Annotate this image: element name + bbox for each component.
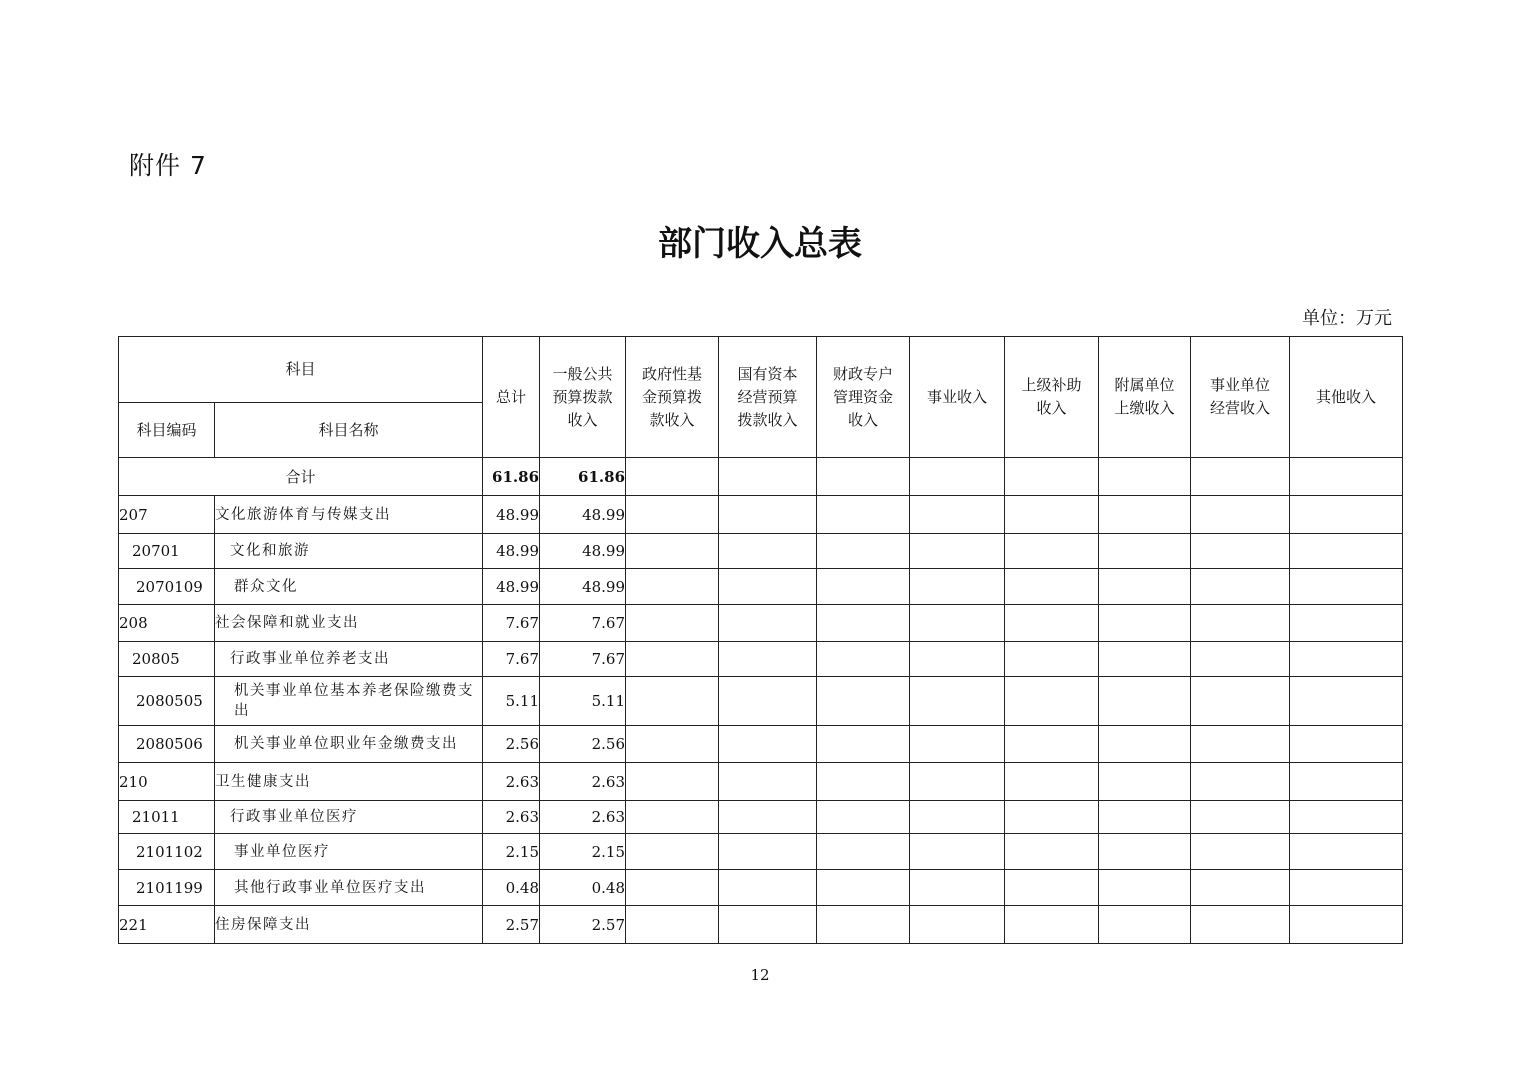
page-number: 12 <box>750 966 770 984</box>
table-row <box>119 569 1403 605</box>
subject-name-cell: 卫生健康支出 <box>215 763 483 801</box>
header-subject: 科目 <box>119 337 483 403</box>
empty-cell <box>1005 534 1099 569</box>
general-budget-cell: 48.99 <box>540 569 626 605</box>
empty-cell <box>910 870 1005 906</box>
empty-cell <box>719 496 817 534</box>
empty-cell <box>719 906 817 944</box>
general-budget-cell: 0.48 <box>540 870 626 906</box>
subject-code-cell: 2080505 <box>119 677 215 726</box>
general-budget-cell: 2.63 <box>540 801 626 834</box>
header-other-income: 其他收入 <box>1290 337 1403 458</box>
header-subject-code: 科目编码 <box>119 403 215 458</box>
empty-cell <box>626 605 719 642</box>
total-cell: 2.15 <box>483 834 540 870</box>
empty-cell <box>719 801 817 834</box>
empty-cell <box>1099 569 1191 605</box>
empty-cell <box>1005 677 1099 726</box>
general-budget-cell: 48.99 <box>540 534 626 569</box>
empty-cell <box>719 726 817 763</box>
empty-cell <box>1005 834 1099 870</box>
table-row <box>119 677 1403 726</box>
empty-cell <box>910 496 1005 534</box>
subject-name-cell: 机关事业单位基本养老保险缴费支出 <box>215 677 483 726</box>
empty-cell <box>626 870 719 906</box>
empty-cell <box>910 906 1005 944</box>
empty-cell <box>719 763 817 801</box>
empty-cell <box>910 763 1005 801</box>
empty-cell <box>910 534 1005 569</box>
empty-cell <box>1191 534 1290 569</box>
empty-cell <box>817 496 910 534</box>
subject-code-cell: 207 <box>119 496 215 534</box>
empty-cell <box>626 569 719 605</box>
empty-cell <box>1191 906 1290 944</box>
subject-code-cell: 2070109 <box>119 569 215 605</box>
empty-cell <box>817 870 910 906</box>
empty-cell <box>1191 496 1290 534</box>
empty-cell <box>1005 906 1099 944</box>
header-general-budget: 一般公共 预算拨款 收入 <box>540 337 626 458</box>
total-cell: 48.99 <box>483 534 540 569</box>
empty-cell <box>817 801 910 834</box>
table-row <box>119 834 1403 870</box>
empty-cell <box>817 677 910 726</box>
empty-cell <box>910 677 1005 726</box>
subject-code-cell: 20805 <box>119 642 215 677</box>
total-label: 合计 <box>119 458 483 496</box>
empty-cell <box>719 677 817 726</box>
empty-cell <box>817 534 910 569</box>
empty-cell <box>817 834 910 870</box>
empty-cell <box>1099 801 1191 834</box>
general-budget-cell: 48.99 <box>540 496 626 534</box>
empty-cell <box>817 605 910 642</box>
empty-cell <box>626 534 719 569</box>
empty-cell <box>719 870 817 906</box>
table-row <box>119 870 1403 906</box>
subject-name-cell: 行政事业单位养老支出 <box>215 642 483 677</box>
empty-cell <box>910 801 1005 834</box>
subject-name-cell: 机关事业单位职业年金缴费支出 <box>215 726 483 763</box>
unit-label: 单位：万元 <box>1302 308 1392 329</box>
empty-cell <box>1005 605 1099 642</box>
empty-cell <box>1191 677 1290 726</box>
empty-cell <box>1005 763 1099 801</box>
income-table <box>118 336 1403 944</box>
subject-name-cell: 住房保障支出 <box>215 906 483 944</box>
empty-cell <box>1099 677 1191 726</box>
empty-cell <box>719 605 817 642</box>
empty-cell <box>1290 801 1403 834</box>
empty-cell <box>719 642 817 677</box>
empty-cell <box>1191 801 1290 834</box>
empty-cell <box>626 906 719 944</box>
empty-cell <box>910 642 1005 677</box>
page-title: 部门收入总表 <box>658 224 862 264</box>
empty-cell <box>626 726 719 763</box>
subject-name-cell: 文化旅游体育与传媒支出 <box>215 496 483 534</box>
empty-cell <box>1191 569 1290 605</box>
subject-name-cell: 文化和旅游 <box>215 534 483 569</box>
empty-cell <box>1191 834 1290 870</box>
empty-cell <box>1191 763 1290 801</box>
empty-cell <box>817 763 910 801</box>
table-row <box>119 801 1403 834</box>
empty-cell <box>1290 763 1403 801</box>
table-row <box>119 605 1403 642</box>
empty-cell <box>1290 496 1403 534</box>
table-row <box>119 906 1403 944</box>
subject-code-cell: 2101199 <box>119 870 215 906</box>
general-budget-cell: 7.67 <box>540 642 626 677</box>
table-row <box>119 726 1403 763</box>
empty-cell <box>1290 677 1403 726</box>
table-row <box>119 496 1403 534</box>
subject-code-cell: 2080506 <box>119 726 215 763</box>
empty-cell <box>1005 496 1099 534</box>
empty-cell <box>1191 605 1290 642</box>
header-affiliated-remit: 附属单位 上缴收入 <box>1099 337 1191 458</box>
empty-cell <box>817 906 910 944</box>
empty-cell <box>626 834 719 870</box>
total-cell: 7.67 <box>483 642 540 677</box>
table-row <box>119 642 1403 677</box>
table-row <box>119 534 1403 569</box>
empty-cell <box>626 496 719 534</box>
attachment-label: 附件 7 <box>129 151 207 180</box>
empty-cell <box>1099 496 1191 534</box>
empty-cell <box>1099 642 1191 677</box>
empty-cell <box>1290 642 1403 677</box>
subject-name-cell: 事业单位医疗 <box>215 834 483 870</box>
empty-cell <box>1191 642 1290 677</box>
empty-cell <box>1099 726 1191 763</box>
subject-name-cell: 其他行政事业单位医疗支出 <box>215 870 483 906</box>
empty-cell <box>1290 834 1403 870</box>
empty-cell <box>1290 906 1403 944</box>
total-cell: 2.63 <box>483 763 540 801</box>
empty-cell <box>1099 906 1191 944</box>
total-cell: 48.99 <box>483 496 540 534</box>
subject-code-cell: 210 <box>119 763 215 801</box>
empty-cell <box>1005 870 1099 906</box>
total-cell: 2.57 <box>483 906 540 944</box>
empty-cell <box>1099 534 1191 569</box>
table-row <box>119 763 1403 801</box>
subject-name-cell: 群众文化 <box>215 569 483 605</box>
total-cell: 48.99 <box>483 569 540 605</box>
empty-cell <box>1005 642 1099 677</box>
subject-code-cell: 208 <box>119 605 215 642</box>
header-gov-fund: 政府性基 金预算拨 款收入 <box>626 337 719 458</box>
empty-cell <box>1099 605 1191 642</box>
empty-cell <box>1005 726 1099 763</box>
empty-cell <box>1290 726 1403 763</box>
empty-cell <box>910 834 1005 870</box>
header-subject-name: 科目名称 <box>215 403 483 458</box>
header-operating-income: 事业单位 经营收入 <box>1191 337 1290 458</box>
empty-cell <box>1099 763 1191 801</box>
total-cell: 0.48 <box>483 870 540 906</box>
total-row <box>119 458 1403 496</box>
subject-code-cell: 221 <box>119 906 215 944</box>
empty-cell <box>1290 534 1403 569</box>
empty-cell <box>1099 834 1191 870</box>
general-budget-cell: 2.57 <box>540 906 626 944</box>
header-state-capital: 国有资本 经营预算 拨款收入 <box>719 337 817 458</box>
general-budget-cell: 5.11 <box>540 677 626 726</box>
total-cell: 2.56 <box>483 726 540 763</box>
empty-cell <box>1290 870 1403 906</box>
empty-cell <box>1191 870 1290 906</box>
empty-cell <box>626 763 719 801</box>
header-total: 总计 <box>483 337 540 458</box>
empty-cell <box>1099 870 1191 906</box>
general-budget-cell: 2.56 <box>540 726 626 763</box>
total-cell: 2.63 <box>483 801 540 834</box>
empty-cell <box>626 801 719 834</box>
subject-name-cell: 行政事业单位医疗 <box>215 801 483 834</box>
subject-code-cell: 21011 <box>119 801 215 834</box>
general-budget-cell: 7.67 <box>540 605 626 642</box>
empty-cell <box>1191 726 1290 763</box>
total-total: 61.86 <box>483 458 540 496</box>
general-budget-cell: 2.15 <box>540 834 626 870</box>
subject-code-cell: 20701 <box>119 534 215 569</box>
empty-cell <box>719 534 817 569</box>
empty-cell <box>719 569 817 605</box>
empty-cell <box>1005 569 1099 605</box>
empty-cell <box>817 726 910 763</box>
empty-cell <box>910 726 1005 763</box>
empty-cell <box>1290 605 1403 642</box>
empty-cell <box>719 834 817 870</box>
empty-cell <box>910 569 1005 605</box>
empty-cell <box>626 642 719 677</box>
header-superior-subsidy: 上级补助 收入 <box>1005 337 1099 458</box>
header-business-income: 事业收入 <box>910 337 1005 458</box>
subject-name-cell: 社会保障和就业支出 <box>215 605 483 642</box>
total-cell: 5.11 <box>483 677 540 726</box>
total-general: 61.86 <box>540 458 626 496</box>
empty-cell <box>817 642 910 677</box>
general-budget-cell: 2.63 <box>540 763 626 801</box>
header-fiscal-special: 财政专户 管理资金 收入 <box>817 337 910 458</box>
empty-cell <box>1005 801 1099 834</box>
empty-cell <box>1290 569 1403 605</box>
empty-cell <box>817 569 910 605</box>
total-cell: 7.67 <box>483 605 540 642</box>
empty-cell <box>626 677 719 726</box>
subject-code-cell: 2101102 <box>119 834 215 870</box>
empty-cell <box>910 605 1005 642</box>
